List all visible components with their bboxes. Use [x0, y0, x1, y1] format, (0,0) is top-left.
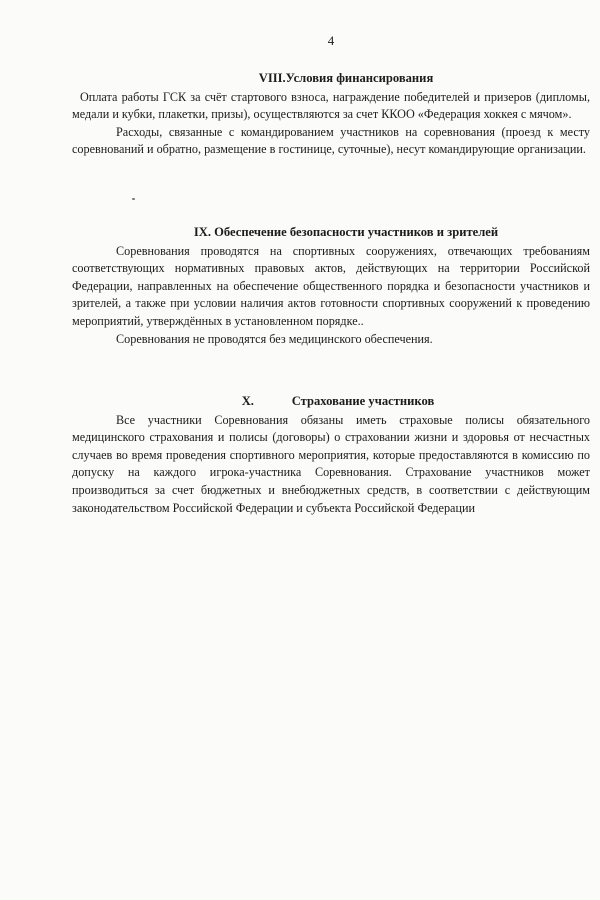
section-heading: VIII.Условия финансирования [258, 71, 434, 85]
scan-speck [132, 198, 135, 200]
section-insurance [72, 393, 590, 517]
page-number: 4 [327, 33, 335, 48]
section-financing [72, 70, 590, 159]
section-heading [72, 393, 590, 411]
paragraph: Соревнования проводятся на спортивных сооружениях, отвечающих требованиям соответствующих нормативных правовых актов, действующих на территории Российской Федерации, направленных на обеспечение общественного порядка и безопасности участников и зрителей, а также при условии наличия актов готовности спортивных сооружений к проведению мероприятий, утверждённых в установленном порядке.. [72, 243, 590, 328]
paragraph: Соревнования не проводятся без медицинского обеспечения. [116, 331, 433, 346]
paragraph: Все участники Соревнования обязаны иметь страховые полисы обязательного медицинского страхования и полисы (договоры) о страховании жизни и здоровья от несчастных случаев во время проведения спортивного мероприятия, которые предоставляются в комиссию по допуску на каждого игрока-участника Соревнования. Страхование участников может производиться за счет бюджетных и внебюджетных средств, в соответствии с действующим законодательством Российской Федерации и субъекта Российской Федерации [72, 412, 590, 515]
section-heading-number: X. [241, 394, 254, 408]
paragraph: Расходы, связанные с командированием участников на соревнования (проезд к месту соревнований и обратно, размещение в гостинице, суточные), несут командирующие организации. [72, 124, 590, 157]
paragraph: Оплата работы ГСК за счёт стартового взноса, награждение победителей и призеров (дипломы, медали и кубки, плакетки, призы), осуществляются за счет ККОО «Федерация хоккея с мячом». [72, 89, 590, 122]
section-heading-title: Страхование участников [291, 394, 435, 408]
section-safety [72, 224, 590, 348]
section-heading: IX. Обеспечение безопасности участников и зрителей [193, 225, 499, 239]
